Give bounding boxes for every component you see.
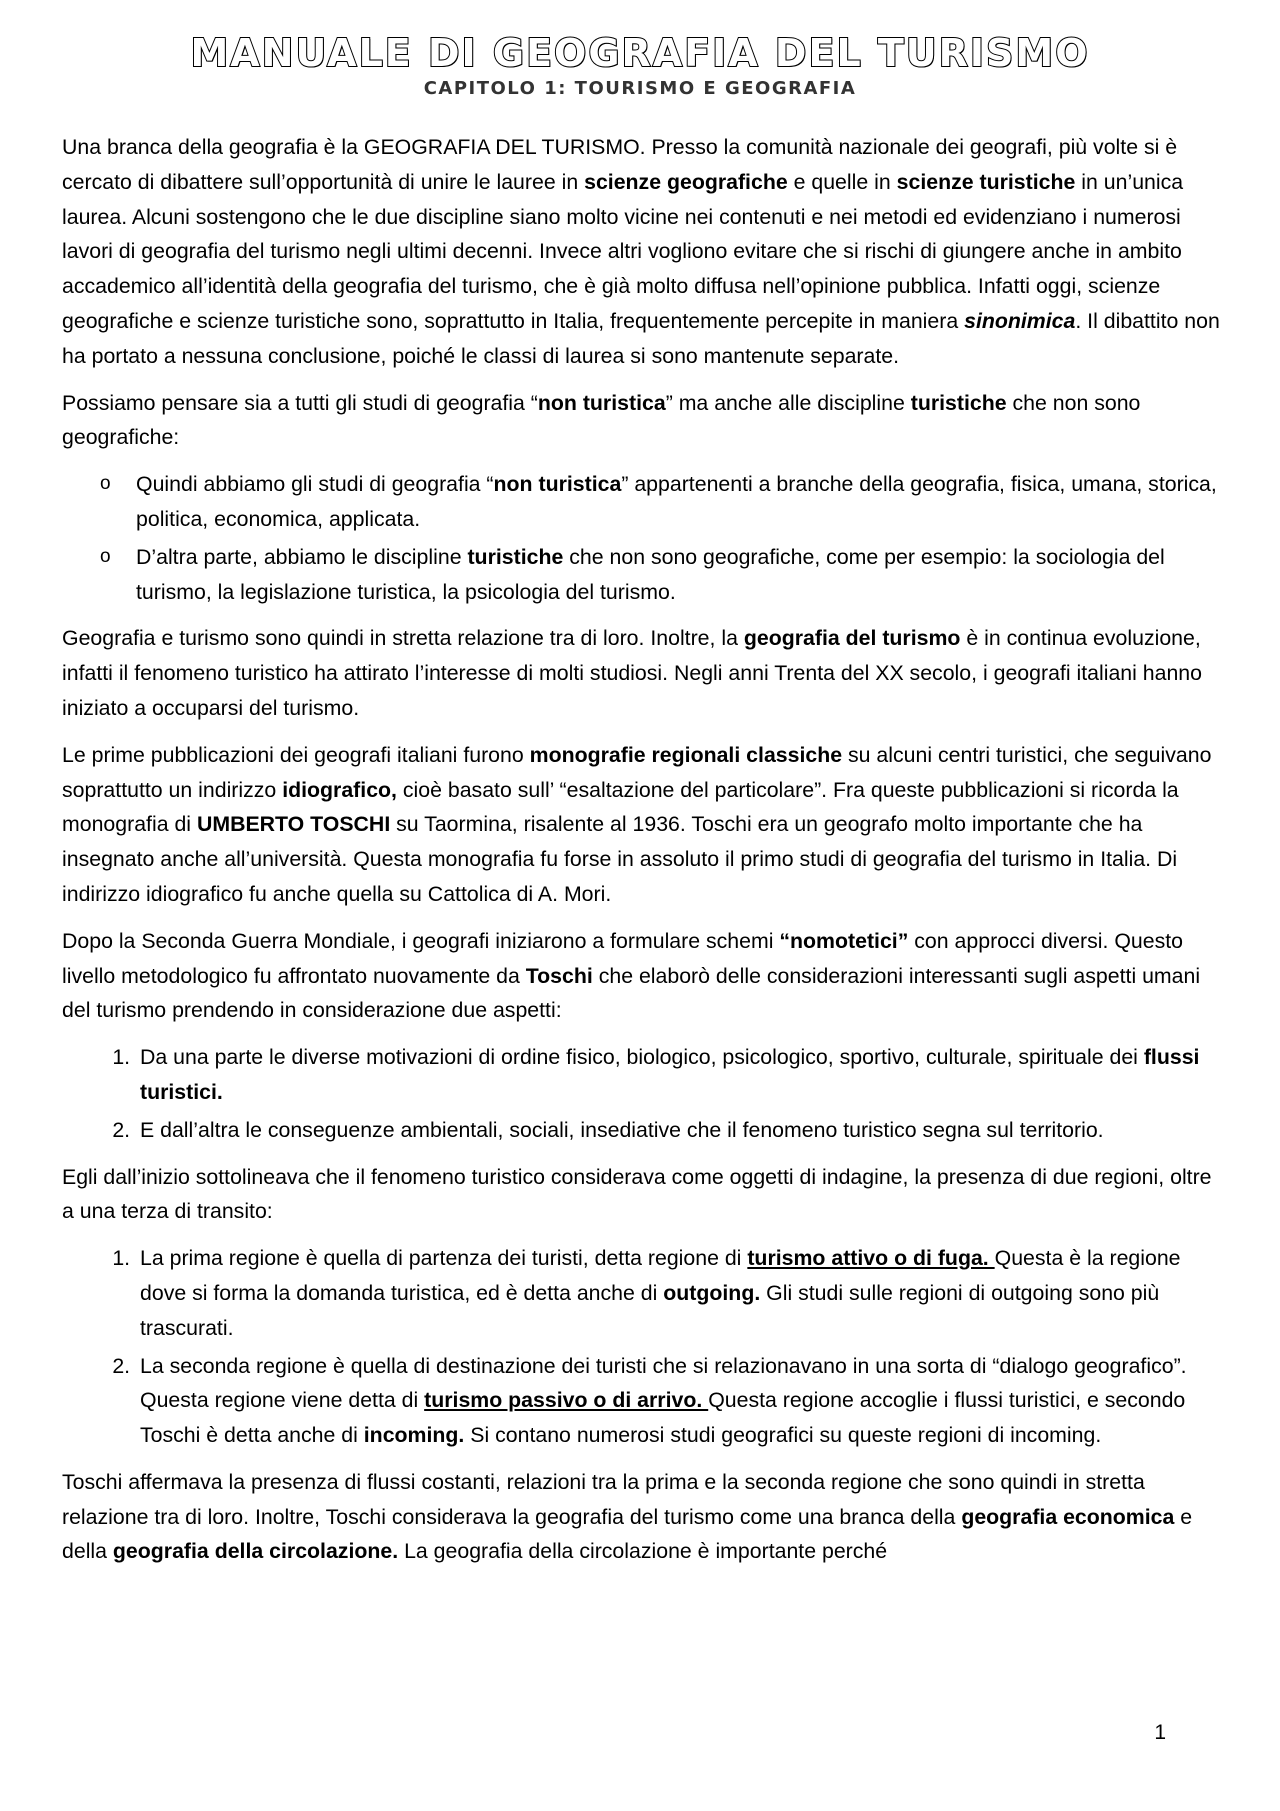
bold-term: turistiche xyxy=(467,544,564,569)
bold-term: idiografico, xyxy=(282,777,397,802)
list-item: 1. Da una parte le diverse motivazioni di ordine fisico, biologico, psicologico, sportivo, culturale, spirituale dei flussi turistici. xyxy=(136,1040,1222,1110)
document-body xyxy=(62,130,1222,1581)
bold-term: UMBERTO TOSCHI xyxy=(196,812,391,837)
list-item: 2. E dall’altra le conseguenze ambientali, sociali, insediative che il fenomeno turistico segna sul territorio. xyxy=(136,1113,1222,1148)
numbered-list-aspects xyxy=(62,1040,1222,1147)
bold-term: scienze geografiche xyxy=(584,169,788,194)
paragraph-postwar: Dopo la Seconda Guerra Mondiale, i geografi iniziarono a formulare schemi “nomotetici” con approcci diversi. Questo livello metodologico fu affrontato nuovamente da Toschi che elaborò delle considerazioni interessanti sugli aspetti umani del turismo prendendo in considerazione due aspetti: xyxy=(62,928,1201,1023)
paragraph-disciplines: Possiamo pensare sia a tutti gli studi di geografia “non turistica” ma anche alle discipline turistiche che non sono geografiche: xyxy=(62,390,1141,450)
bullet-list xyxy=(62,467,1222,609)
paragraph-regions: Egli dall’inizio sottolineava che il fenomeno turistico considerava come oggetti di indagine, la presenza di due regioni, oltre a una terza di transito: xyxy=(62,1164,1212,1224)
bold-term: incoming. xyxy=(363,1423,465,1448)
numbered-list-regions xyxy=(62,1241,1222,1453)
bold-term: “nomotetici” xyxy=(779,928,909,953)
bold-term: Toschi xyxy=(525,963,593,988)
bold-term: non turistica xyxy=(537,390,666,415)
bold-term: geografia economica xyxy=(961,1504,1175,1529)
paragraph-flows: Toschi affermava la presenza di flussi costanti, relazioni tra la prima e la seconda regione che sono quindi in stretta relazione tra di loro. Inoltre, Toschi considerava la geografia del turismo come una branca della geografia economica e della geografia della circolazione. La geografia della circolazione è importante perché xyxy=(62,1469,1193,1564)
bold-italic-term: sinonimica xyxy=(964,308,1076,333)
bold-term: non turistica xyxy=(493,472,622,497)
document-title: MANUALE DI GEOGRAFIA DEL TURISMO xyxy=(190,31,1090,75)
list-item: 1. La prima regione è quella di partenza dei turisti, detta regione di turismo attivo o di fuga. Questa è la regione dove si forma la domanda turistica, ed è detta anche di outgoing. Gli studi sulle regioni di outgoing sono più trascurati. xyxy=(136,1241,1222,1345)
bold-underlined-term: turismo attivo o di fuga. xyxy=(747,1246,995,1271)
paragraph-publications: Le prime pubblicazioni dei geografi italiani furono monografie regionali classiche su alcuni centri turistici, che seguivano soprattutto un indirizzo idiografico, cioè basato sull’ “esaltazione del particolare”. Fra queste pubblicazioni si ricorda la monografia di UMBERTO TOSCHI su Taormina, risalente al 1936. Toschi era un geografo molto importante che ha insegnato anche all’università. Questa monografia fu forse in assoluto il primo studi di geografia del turismo in Italia. Di indirizzo idiografico fu anche quella su Cattolica di A. Mori. xyxy=(62,742,1212,906)
bold-term: geografia della circolazione. xyxy=(112,1539,399,1564)
bold-term: geografia del turismo xyxy=(743,626,961,651)
list-item: o D’altra parte, abbiamo le discipline turistiche che non sono geografiche, come per esempio: la sociologia del turismo, la legislazione turistica, la psicologia del turismo. xyxy=(136,540,1222,610)
bold-term: scienze turistiche xyxy=(896,169,1076,194)
bold-underlined-term: turismo passivo o di arrivo. xyxy=(424,1388,709,1413)
bold-term: flussi turistici. xyxy=(140,1045,1200,1104)
bold-term: outgoing. xyxy=(663,1280,761,1305)
list-item: 2. La seconda regione è quella di destinazione dei turisti che si relazionavano in una sorta di “dialogo geografico”. Questa regione viene detta di turismo passivo o di arrivo. Questa regione accoglie i flussi turistici, e secondo Toschi è detta anche di incoming. Si contano numerosi studi geografici su queste regioni di incoming. xyxy=(136,1349,1222,1453)
page-number: 1 xyxy=(1154,1721,1166,1744)
chapter-subtitle: CAPITOLO 1: TOURISMO E GEOGRAFIA xyxy=(423,78,857,99)
list-item: o Quindi abbiamo gli studi di geografia “non turistica” appartenenti a branche della geografia, fisica, umana, storica, politica, economica, applicata. xyxy=(136,467,1222,537)
bold-term: monografie regionali classiche xyxy=(529,742,843,767)
bold-term: turistiche xyxy=(910,390,1007,415)
paragraph-intro: Una branca della geografia è la GEOGRAFIA DEL TURISMO. Presso la comunità nazionale dei geografi, più volte si è cercato di dibattere sull’opportunità di unire le lauree in scienze geografiche e quelle in scienze turistiche in un’unica laurea. Alcuni sostengono che le due discipline siano molto vicine nei contenuti e nei metodi ed evidenziano i numerosi lavori di geografia del turismo negli ultimi decenni. Invece altri vogliono evitare che si rischi di giungere anche in ambito accademico all’identità della geografia del turismo, che è già molto diffusa nell’opinione pubblica. Infatti oggi, scienze geografiche e scienze turistiche sono, soprattutto in Italia, frequentemente percepite in maniera sinonimica. Il dibattito non ha portato a nessuna conclusione, poiché le classi di laurea si sono mantenute separate. xyxy=(62,135,1220,368)
paragraph-relation: Geografia e turismo sono quindi in stretta relazione tra di loro. Inoltre, la geografia del turismo è in continua evoluzione, infatti il fenomeno turistico ha attirato l’interesse di molti studiosi. Negli anni Trenta del XX secolo, i geografi italiani hanno iniziato a occuparsi del turismo. xyxy=(62,626,1202,720)
